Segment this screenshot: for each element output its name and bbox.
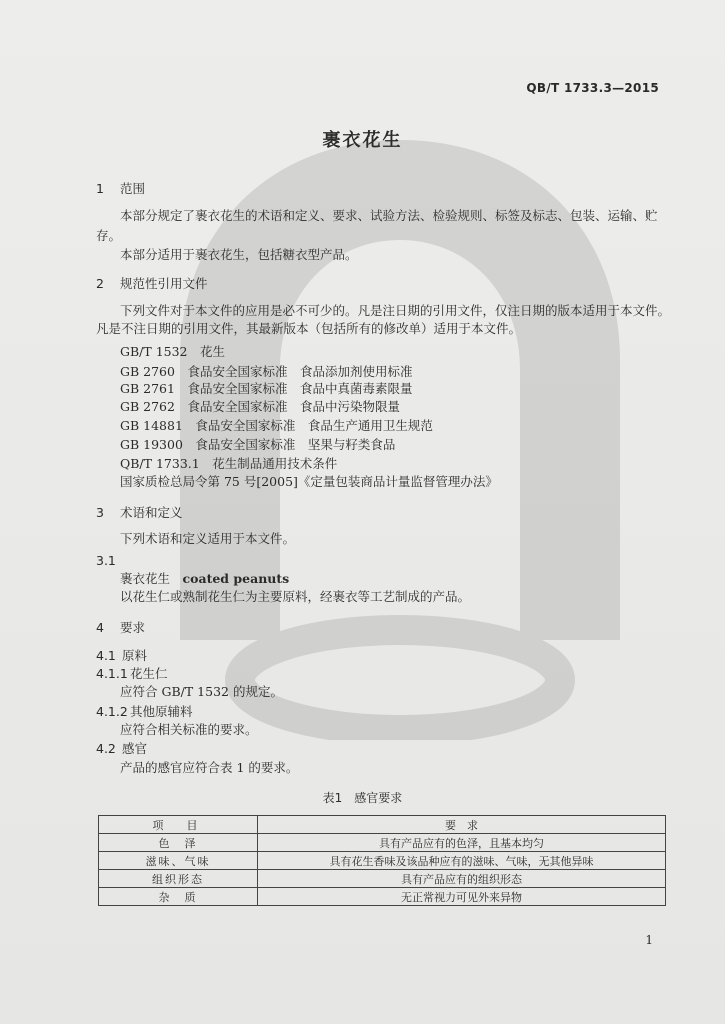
- term-definition-title: 裹衣花生 coated peanuts: [120, 571, 290, 586]
- section-2-paragraph-line-2: 凡是不注日期的引用文件，其最新版本（包括所有的修改单）适用于本文件。: [96, 321, 522, 336]
- table-row: [99, 834, 666, 852]
- table-header-cell: 要 求: [258, 816, 666, 834]
- section-3-heading: 3 术语和定义: [96, 505, 183, 520]
- table-header-cell: 项 目: [99, 816, 258, 834]
- reference-item: GB 2760 食品安全国家标准 食品添加剂使用标准: [120, 364, 413, 379]
- table-cell-requirement: 具有产品应有的色泽，且基本均匀: [258, 834, 666, 852]
- subsection-4-2-text: 产品的感官应符合表 1 的要求。: [120, 760, 299, 775]
- reference-item: GB 14881 食品安全国家标准 食品生产通用卫生规范: [120, 418, 433, 433]
- reference-item: GB/T 1532 花生: [120, 344, 226, 359]
- table-row: [99, 888, 666, 906]
- subsection-3-1-number: 3.1: [96, 553, 116, 568]
- section-4-heading: 4 要求: [96, 620, 146, 635]
- table-cell-requirement: 无正常视力可见外来异物: [258, 888, 666, 906]
- table-header-row: [99, 816, 666, 834]
- table-cell-item: 色 泽: [99, 834, 258, 852]
- reference-item: 国家质检总局令第 75 号[2005]《定量包装商品计量监督管理办法》: [120, 474, 498, 489]
- sensory-requirements-table: [98, 815, 666, 906]
- table-row: [99, 852, 666, 870]
- subsection-4-1-1-heading: 4.1.1 花生仁: [96, 666, 168, 681]
- subsection-4-1-2-text: 应符合相关标准的要求。: [120, 722, 258, 737]
- table-cell-requirement: 具有产品应有的组织形态: [258, 870, 666, 888]
- section-2-heading: 2 规范性引用文件: [96, 276, 208, 291]
- subsection-4-2-heading: 4.2 感官: [96, 741, 148, 756]
- table-cell-requirement: 具有花生香味及该品种应有的滋味、气味，无其他异味: [258, 852, 666, 870]
- term-definition-text: 以花生仁或熟制花生仁为主要原料，经裹衣等工艺制成的产品。: [120, 589, 471, 604]
- table-cell-item: 杂 质: [99, 888, 258, 906]
- page-number: 1: [645, 933, 653, 947]
- section-1-paragraph-1: 本部分规定了裹衣花生的术语和定义、要求、试验方法、检验规则、标签及标志、包装、运输、贮存。: [96, 208, 658, 243]
- table-caption: 表1 感官要求: [322, 791, 403, 805]
- subsection-4-1-1-text: 应符合 GB/T 1532 的规定。: [120, 684, 283, 699]
- subsection-4-1-2-heading: 4.1.2 其他原辅料: [96, 704, 193, 719]
- standard-code: QB/T 1733.3—2015: [526, 81, 659, 95]
- reference-item: GB 19300 食品安全国家标准 坚果与籽类食品: [120, 437, 396, 452]
- section-3-paragraph: 下列术语和定义适用于本文件。: [120, 531, 296, 546]
- table-cell-item: 组织形态: [99, 870, 258, 888]
- section-1-heading: 1 范围: [96, 181, 146, 196]
- reference-item: GB 2761 食品安全国家标准 食品中真菌毒素限量: [120, 381, 413, 396]
- table-cell-item: 滋味、气味: [99, 852, 258, 870]
- section-1-paragraph-2: 本部分适用于裹衣花生，包括糖衣型产品。: [120, 247, 358, 262]
- subsection-4-1-heading: 4.1 原料: [96, 648, 148, 663]
- section-2-paragraph-line-1: 下列文件对于本文件的应用是必不可少的。凡是注日期的引用文件，仅注日期的版本适用于本文件。: [120, 303, 671, 318]
- reference-item: GB 2762 食品安全国家标准 食品中污染物限量: [120, 399, 400, 414]
- table-row: [99, 870, 666, 888]
- reference-item: QB/T 1733.1 花生制品通用技术条件: [120, 456, 338, 471]
- document-title: 裹衣花生: [322, 130, 403, 151]
